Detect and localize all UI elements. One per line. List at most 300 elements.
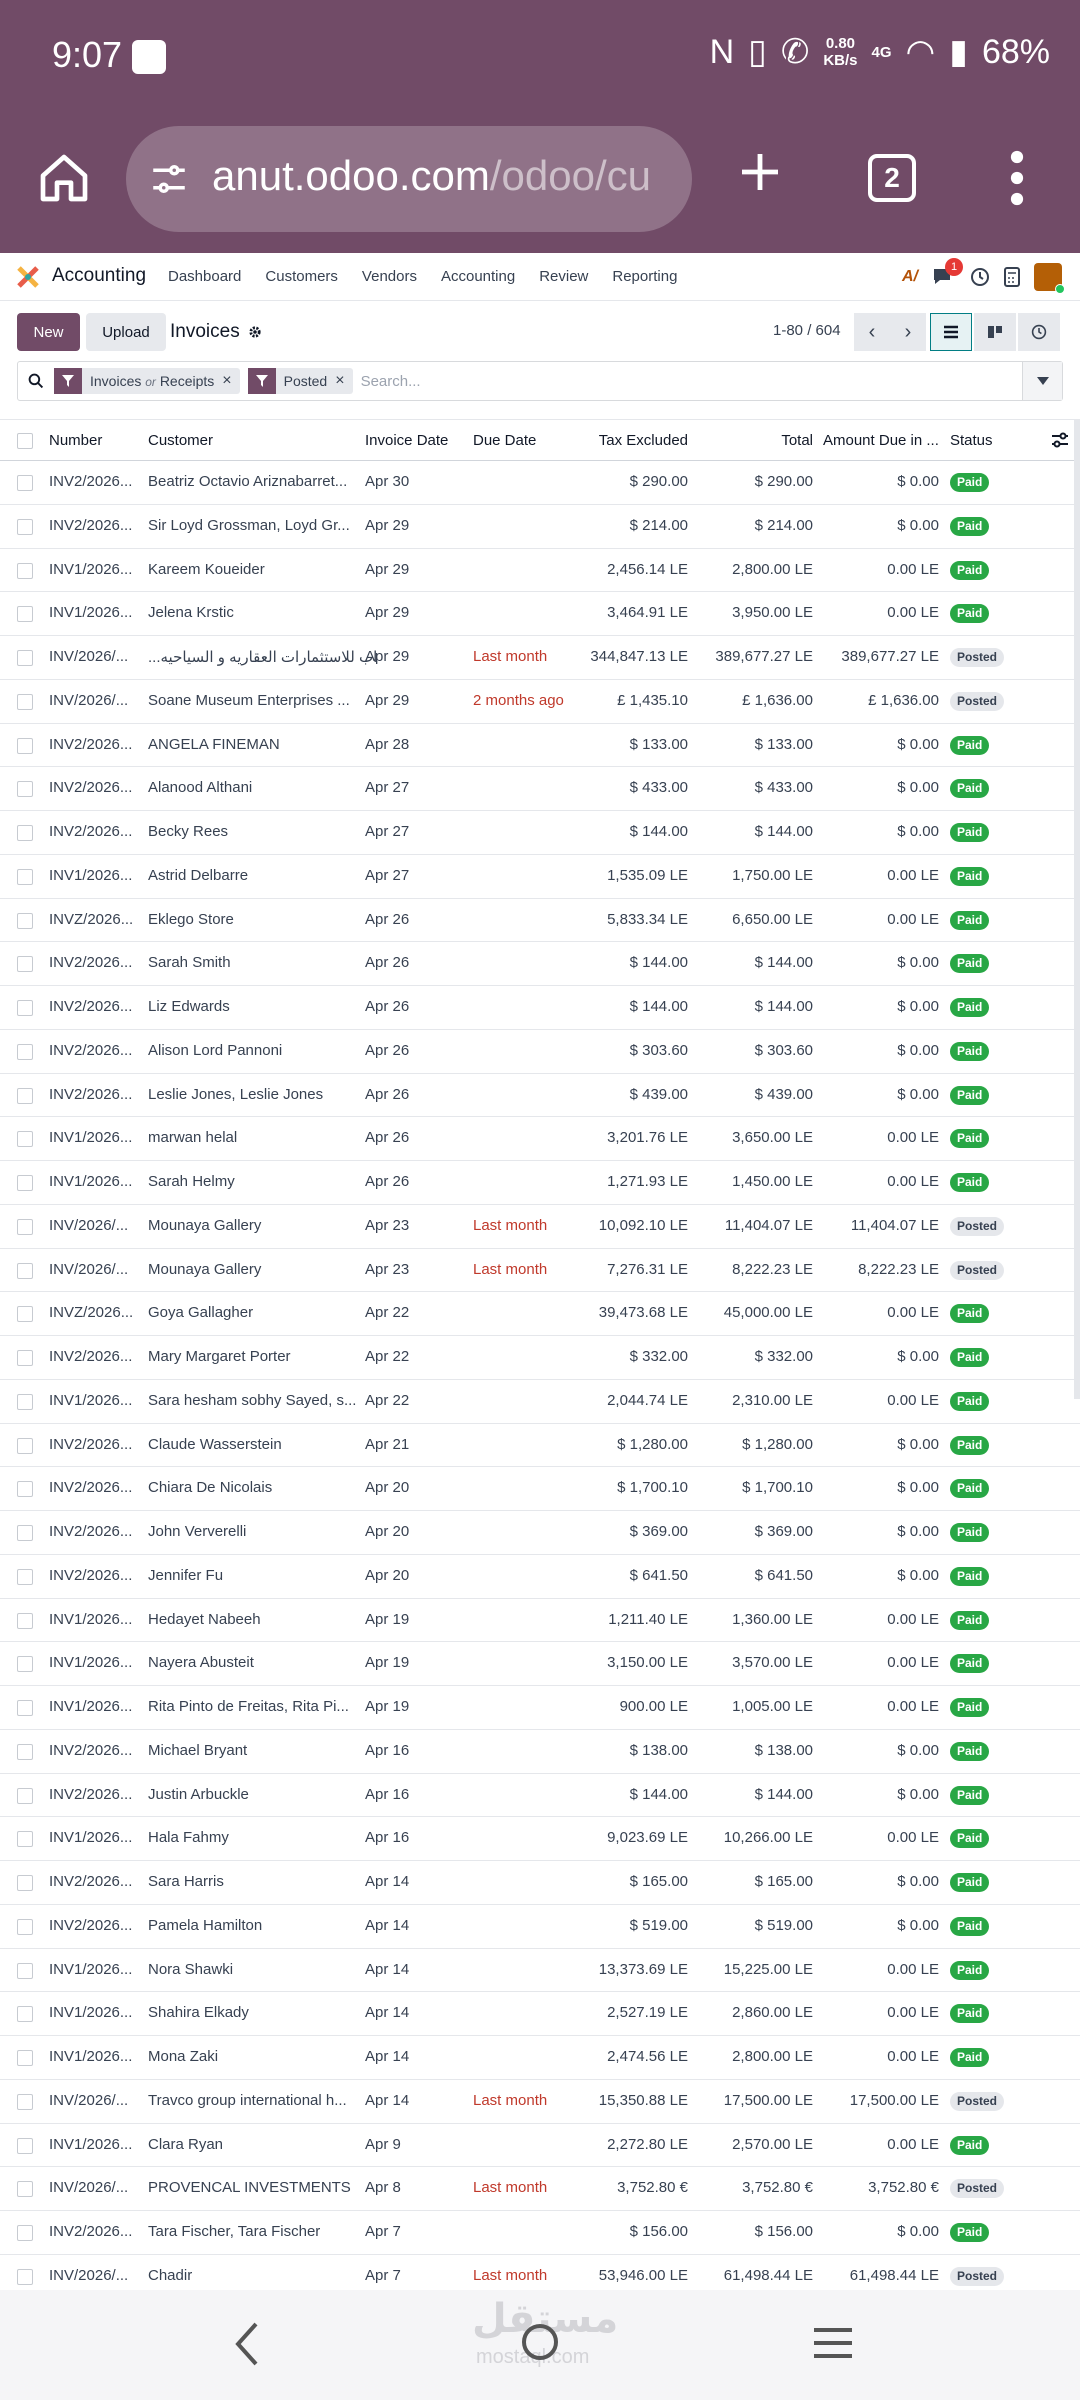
- table-row[interactable]: [0, 1686, 1080, 1730]
- messaging-badge: 1: [945, 258, 963, 276]
- row-checkbox[interactable]: [17, 2094, 33, 2110]
- cell-customer: Shahira Elkady: [148, 2004, 249, 2022]
- cell-number: INV2/2026...: [49, 998, 133, 1015]
- cell-number: INV1/2026...: [49, 1654, 133, 1672]
- table-row[interactable]: [0, 1861, 1080, 1905]
- cell-tax-excluded: $ 369.00: [629, 1523, 688, 1540]
- cell-customer: Astrid Delbarre: [148, 866, 249, 884]
- cell-customer: Hala Fahmy: [148, 1829, 229, 1847]
- row-checkbox[interactable]: [17, 519, 33, 535]
- cell-total: $ 1,700.10: [742, 1479, 813, 1497]
- cell-number: INV2/2026...: [49, 954, 133, 972]
- cell-invoice-date: Apr 14: [365, 2091, 410, 2109]
- row-checkbox[interactable]: [17, 650, 33, 666]
- row-checkbox[interactable]: [17, 563, 33, 579]
- table-row[interactable]: [0, 2124, 1080, 2168]
- pager-value[interactable]: 1-80 / 604: [773, 322, 841, 339]
- cell-amount-due: 0.00 LE: [887, 910, 939, 928]
- cell-amount-due: $ 0.00: [897, 1041, 939, 1059]
- cell-invoice-date: Apr 19: [365, 1610, 410, 1628]
- cell-tax-excluded: 3,201.76 LE: [607, 1129, 688, 1147]
- status-badge: Posted: [950, 2267, 1004, 2286]
- filter-facet-status[interactable]: [248, 368, 353, 394]
- cell-tax-excluded: $ 156.00: [629, 2223, 688, 2240]
- status-badge: Paid: [950, 823, 989, 842]
- cell-due-date: Last month: [473, 2266, 548, 2284]
- cell-number: INV2/2026...: [49, 1348, 133, 1365]
- cell-number: INV1/2026...: [49, 2135, 133, 2153]
- system-nav-bar: [0, 2290, 1080, 2400]
- row-checkbox[interactable]: [17, 956, 33, 972]
- row-checkbox[interactable]: [17, 475, 33, 491]
- row-checkbox[interactable]: [17, 1000, 33, 1016]
- cell-invoice-date: Apr 9: [365, 2135, 401, 2153]
- table-row[interactable]: [0, 1730, 1080, 1774]
- cell-tax-excluded: £ 1,435.10: [617, 691, 688, 709]
- gear-icon[interactable]: [248, 325, 262, 339]
- cell-due-date: Last month: [473, 1260, 548, 1278]
- new-button[interactable]: New: [17, 313, 80, 351]
- cell-invoice-date: Apr 26: [365, 1041, 410, 1059]
- cell-number: INV2/2026...: [49, 1785, 133, 1803]
- cell-amount-due: 0.00 LE: [887, 2004, 939, 2022]
- network-type: 4G: [871, 43, 892, 61]
- row-checkbox[interactable]: [17, 1919, 33, 1935]
- row-checkbox[interactable]: [17, 1700, 33, 1716]
- row-checkbox[interactable]: [17, 1788, 33, 1804]
- cell-number: INV/2026/...: [49, 2091, 129, 2109]
- cell-total: $ 369.00: [754, 1523, 813, 1540]
- cell-customer: Sara Harris: [148, 1873, 224, 1890]
- cell-tax-excluded: $ 214.00: [629, 516, 688, 534]
- cell-number: INV/2026/...: [49, 1260, 129, 1278]
- table-row[interactable]: [0, 1774, 1080, 1818]
- row-checkbox[interactable]: [17, 1306, 33, 1322]
- filter-icon: [54, 368, 82, 394]
- cell-total: $ 156.00: [754, 2223, 813, 2240]
- activity-clock-icon[interactable]: [970, 267, 990, 287]
- cell-total: $ 138.00: [754, 1741, 813, 1759]
- status-badge: Paid: [950, 1348, 989, 1367]
- cell-customer: Pamela Hamilton: [148, 1916, 263, 1934]
- activity-view-button[interactable]: [1018, 313, 1060, 351]
- search-input[interactable]: Search...: [360, 372, 421, 390]
- call-icon: ✆: [780, 33, 810, 71]
- tab-count: 2: [884, 162, 900, 193]
- cell-tax-excluded: $ 332.00: [629, 1348, 688, 1365]
- facet-label: Invoices or Receipts: [90, 373, 215, 389]
- cell-total: $ 1,280.00: [742, 1435, 813, 1453]
- table-row[interactable]: [0, 1511, 1080, 1555]
- cell-invoice-date: Apr 29: [365, 560, 410, 578]
- status-badge: Posted: [950, 1261, 1004, 1280]
- table-row[interactable]: [0, 1249, 1080, 1293]
- messaging-icon[interactable]: [932, 261, 958, 288]
- breadcrumb: [170, 321, 262, 343]
- column-amount-due[interactable]: Amount Due in ...: [823, 432, 939, 449]
- row-checkbox[interactable]: [17, 606, 33, 622]
- status-badge: Paid: [950, 1917, 989, 1936]
- status-badge: Paid: [950, 1786, 989, 1805]
- cell-customer: Claude Wasserstein: [148, 1435, 282, 1453]
- row-checkbox[interactable]: [17, 1394, 33, 1410]
- scrollbar[interactable]: [1074, 419, 1080, 1399]
- row-checkbox[interactable]: [17, 1088, 33, 1104]
- upload-button[interactable]: Upload: [86, 313, 166, 351]
- status-badge: Paid: [950, 2004, 989, 2023]
- cell-total: 15,225.00 LE: [723, 1960, 813, 1978]
- menu-vendors[interactable]: Vendors: [361, 268, 417, 285]
- column-due-date[interactable]: Due Date: [473, 432, 537, 449]
- row-checkbox[interactable]: [17, 913, 33, 929]
- new-tab-icon[interactable]: [736, 148, 784, 196]
- table-row[interactable]: [0, 1380, 1080, 1424]
- cell-total: 1,360.00 LE: [732, 1610, 813, 1628]
- row-checkbox[interactable]: [17, 738, 33, 754]
- cell-amount-due: $ 0.00: [897, 2223, 939, 2240]
- cell-tax-excluded: 15,350.88 LE: [598, 2091, 688, 2109]
- cell-customer: Mona Zaki: [148, 2048, 219, 2065]
- cell-tax-excluded: $ 1,280.00: [617, 1435, 688, 1453]
- table-row[interactable]: [0, 1467, 1080, 1511]
- table-row[interactable]: [0, 899, 1080, 943]
- cell-due-date: Last month: [473, 1216, 548, 1234]
- search-options-toggle[interactable]: [1022, 362, 1062, 400]
- table-row[interactable]: [0, 1905, 1080, 1949]
- cell-amount-due: $ 0.00: [897, 954, 939, 972]
- cell-total: 61,498.44 LE: [723, 2266, 813, 2284]
- cell-amount-due: $ 0.00: [897, 1523, 939, 1540]
- row-checkbox[interactable]: [17, 2006, 33, 2022]
- table-row[interactable]: [0, 2036, 1080, 2080]
- table-row[interactable]: [0, 1992, 1080, 2036]
- cell-amount-due: 0.00 LE: [887, 604, 939, 622]
- cell-total: 389,677.27 LE: [715, 648, 813, 665]
- back-icon[interactable]: [232, 2320, 260, 2368]
- cell-invoice-date: Apr 27: [365, 866, 410, 884]
- menu-accounting[interactable]: Accounting: [440, 268, 516, 285]
- cell-invoice-date: Apr 26: [365, 910, 410, 928]
- app-name[interactable]: Accounting: [52, 265, 147, 286]
- cell-total: $ 144.00: [754, 998, 813, 1015]
- cell-invoice-date: Apr 7: [365, 2266, 401, 2284]
- cell-invoice-date: Apr 27: [365, 779, 410, 797]
- cell-tax-excluded: 3,464.91 LE: [607, 604, 688, 622]
- cell-number: INV2/2026...: [49, 1523, 133, 1540]
- cell-amount-due: 61,498.44 LE: [849, 2266, 939, 2284]
- row-checkbox[interactable]: [17, 1219, 33, 1235]
- row-checkbox[interactable]: [17, 2269, 33, 2285]
- status-badge: Posted: [950, 2179, 1004, 2198]
- row-checkbox[interactable]: [17, 869, 33, 885]
- row-checkbox[interactable]: [17, 1044, 33, 1060]
- cell-number: INV1/2026...: [49, 1129, 133, 1147]
- cell-total: $ 144.00: [754, 954, 813, 972]
- row-checkbox[interactable]: [17, 1831, 33, 1847]
- cell-number: INV1/2026...: [49, 1698, 133, 1715]
- tab-switcher-button[interactable]: [868, 154, 916, 202]
- row-checkbox[interactable]: [17, 1175, 33, 1191]
- table-row[interactable]: [0, 461, 1080, 505]
- cell-tax-excluded: $ 144.00: [629, 823, 688, 840]
- table-row[interactable]: [0, 1030, 1080, 1074]
- cell-invoice-date: Apr 7: [365, 2223, 401, 2240]
- column-total[interactable]: Total: [781, 432, 813, 449]
- status-badge: Paid: [950, 1086, 989, 1105]
- cell-amount-due: 3,752.80 €: [868, 2179, 939, 2197]
- row-checkbox[interactable]: [17, 1131, 33, 1147]
- pager-next-button[interactable]: [890, 313, 926, 351]
- table-row[interactable]: [0, 811, 1080, 855]
- row-checkbox[interactable]: [17, 1263, 33, 1279]
- cell-amount-due: $ 0.00: [897, 516, 939, 534]
- table-row[interactable]: [0, 1074, 1080, 1118]
- app-logo-icon[interactable]: [16, 265, 40, 289]
- menu-review[interactable]: Review: [539, 268, 589, 285]
- cell-customer: ANGELA FINEMAN: [148, 735, 280, 753]
- cell-customer: Hedayet Nabeeh: [148, 1610, 261, 1628]
- cell-customer: Leslie Jones, Leslie Jones: [148, 1085, 324, 1103]
- table-row[interactable]: [0, 724, 1080, 768]
- table-row[interactable]: [0, 680, 1080, 724]
- table-row[interactable]: [0, 2211, 1080, 2255]
- row-checkbox[interactable]: [17, 825, 33, 841]
- menu-customers[interactable]: Customers: [265, 268, 338, 285]
- cell-total: 2,800.00 LE: [732, 2048, 813, 2065]
- cell-total: $ 439.00: [754, 1085, 813, 1103]
- cell-tax-excluded: $ 133.00: [629, 735, 688, 753]
- cell-number: INV2/2026...: [49, 823, 133, 840]
- table-row[interactable]: [0, 1424, 1080, 1468]
- address-bar[interactable]: [126, 126, 692, 232]
- cell-invoice-date: Apr 26: [365, 954, 410, 972]
- table-row[interactable]: [0, 1161, 1080, 1205]
- cell-total: $ 641.50: [754, 1566, 813, 1584]
- cell-tax-excluded: 5,833.34 LE: [607, 910, 688, 928]
- cell-number: INV2/2026...: [49, 1916, 133, 1934]
- column-number[interactable]: Number: [49, 432, 103, 449]
- table-row[interactable]: [0, 1949, 1080, 1993]
- cell-invoice-date: Apr 29: [365, 604, 410, 622]
- table-row[interactable]: [0, 1205, 1080, 1249]
- cell-customer: Nayera Abusteit: [148, 1654, 254, 1672]
- row-checkbox[interactable]: [17, 1569, 33, 1585]
- status-badge: Paid: [950, 604, 989, 623]
- menu-reporting[interactable]: Reporting: [612, 268, 678, 285]
- row-checkbox[interactable]: [17, 1350, 33, 1366]
- status-badge: Paid: [950, 1873, 989, 1892]
- cell-number: INV2/2026...: [49, 1566, 133, 1584]
- table-row[interactable]: [0, 942, 1080, 986]
- cell-tax-excluded: 1,535.09 LE: [607, 866, 688, 884]
- row-checkbox[interactable]: [17, 1525, 33, 1541]
- user-avatar[interactable]: [1034, 263, 1062, 291]
- cell-customer: Rita Pinto de Freitas, Rita Pi...: [148, 1698, 349, 1715]
- cell-tax-excluded: 2,272.80 LE: [607, 2135, 688, 2153]
- cell-amount-due: 0.00 LE: [887, 1829, 939, 1847]
- status-badge: Paid: [950, 736, 989, 755]
- cell-number: INV1/2026...: [49, 2004, 133, 2022]
- cell-number: INVZ/2026...: [49, 1304, 134, 1322]
- row-checkbox[interactable]: [17, 2225, 33, 2241]
- row-checkbox[interactable]: [17, 1963, 33, 1979]
- cell-tax-excluded: $ 138.00: [629, 1741, 688, 1759]
- table-row[interactable]: [0, 2080, 1080, 2124]
- row-checkbox[interactable]: [17, 2050, 33, 2066]
- table-row[interactable]: [0, 855, 1080, 899]
- cell-total: $ 433.00: [754, 779, 813, 797]
- cell-invoice-date: Apr 14: [365, 1873, 410, 1890]
- filter-facet-move-type[interactable]: [54, 368, 240, 394]
- status-badge: Paid: [950, 1654, 989, 1673]
- status-badge: Paid: [950, 1304, 989, 1323]
- cell-customer: Sir Loyd Grossman, Loyd Gr...: [148, 516, 350, 534]
- chevron-right-icon: ›: [904, 320, 912, 343]
- cell-customer: Sarah Helmy: [148, 1173, 235, 1190]
- cell-tax-excluded: 2,527.19 LE: [607, 2004, 688, 2022]
- status-badge: Paid: [950, 2136, 989, 2155]
- search-icon[interactable]: [18, 373, 54, 389]
- browser-chrome: [0, 0, 1080, 253]
- ai-icon[interactable]: A/: [902, 268, 918, 285]
- cell-invoice-date: Apr 16: [365, 1785, 410, 1803]
- cell-customer: Alison Lord Pannoni: [148, 1041, 283, 1059]
- column-status[interactable]: Status: [950, 432, 993, 449]
- row-checkbox[interactable]: [17, 694, 33, 710]
- status-badge: Paid: [950, 954, 989, 973]
- table-row[interactable]: [0, 1599, 1080, 1643]
- cell-amount-due: $ 0.00: [897, 1085, 939, 1103]
- kanban-icon: [987, 325, 1003, 339]
- more-options-icon[interactable]: [1010, 150, 1024, 206]
- status-badge: Paid: [950, 1042, 989, 1061]
- menu-dashboard[interactable]: Dashboard: [168, 268, 242, 285]
- column-tax-excluded[interactable]: Tax Excluded: [598, 432, 688, 449]
- cell-number: INV1/2026...: [49, 1829, 133, 1847]
- cell-total: 6,650.00 LE: [732, 910, 813, 928]
- pager-previous-button[interactable]: [854, 313, 890, 351]
- cell-customer: Jelena Krstic: [148, 604, 234, 622]
- row-checkbox[interactable]: [17, 1656, 33, 1672]
- select-all-checkbox[interactable]: [17, 433, 33, 449]
- list-view-button[interactable]: [930, 313, 972, 351]
- row-checkbox[interactable]: [17, 1875, 33, 1891]
- table-row[interactable]: [0, 1555, 1080, 1599]
- table-row[interactable]: [0, 505, 1080, 549]
- cell-customer: Soane Museum Enterprises ...: [148, 691, 350, 709]
- cell-amount-due: $ 0.00: [897, 1916, 939, 1934]
- column-customer[interactable]: Customer: [148, 432, 214, 449]
- cell-customer: Goya Gallagher: [148, 1304, 254, 1322]
- cell-invoice-date: Apr 20: [365, 1523, 410, 1540]
- cell-tax-excluded: 1,211.40 LE: [608, 1610, 688, 1628]
- page-title: Invoices: [170, 321, 240, 342]
- cell-total: 2,860.00 LE: [732, 2004, 813, 2022]
- cell-number: INV1/2026...: [49, 866, 133, 884]
- site-settings-icon[interactable]: [148, 158, 190, 200]
- table-row[interactable]: [0, 1292, 1080, 1336]
- cell-customer: Clara Ryan: [148, 2135, 224, 2153]
- table-row[interactable]: [0, 767, 1080, 811]
- cell-amount-due: 0.00 LE: [887, 1129, 939, 1147]
- cell-invoice-date: Apr 21: [365, 1435, 410, 1453]
- row-checkbox[interactable]: [17, 1613, 33, 1629]
- recents-icon[interactable]: [812, 2326, 854, 2360]
- cell-amount-due: $ 0.00: [897, 735, 939, 753]
- cell-total: 17,500.00 LE: [723, 2091, 813, 2109]
- cell-customer: marwan helal: [148, 1129, 238, 1147]
- kanban-view-button[interactable]: [974, 313, 1016, 351]
- table-row[interactable]: [0, 1817, 1080, 1861]
- cell-amount-due: $ 0.00: [897, 779, 939, 797]
- cell-number: INV2/2026...: [49, 473, 133, 490]
- cell-tax-excluded: 9,023.69 LE: [607, 1829, 688, 1847]
- home-icon[interactable]: [36, 150, 92, 206]
- cell-customer: Justin Arbuckle: [148, 1785, 249, 1803]
- cell-due-date: 2 months ago: [473, 691, 564, 709]
- table-row[interactable]: [0, 636, 1080, 680]
- cell-invoice-date: Apr 14: [365, 1960, 410, 1978]
- status-badge: Paid: [950, 2048, 989, 2067]
- cell-total: 11,404.07 LE: [724, 1216, 813, 1234]
- cell-number: INV2/2026...: [49, 1435, 133, 1453]
- table-row[interactable]: [0, 592, 1080, 636]
- wifi-icon: ◠: [905, 33, 936, 71]
- row-checkbox[interactable]: [17, 1438, 33, 1454]
- cell-tax-excluded: 10,092.10 LE: [598, 1216, 688, 1234]
- cell-invoice-date: Apr 20: [365, 1479, 410, 1497]
- calculator-icon[interactable]: [1004, 267, 1020, 287]
- row-checkbox[interactable]: [17, 2181, 33, 2197]
- cell-invoice-date: Apr 29: [365, 691, 410, 709]
- search-bar: [17, 361, 1063, 401]
- row-checkbox[interactable]: [17, 781, 33, 797]
- table-row[interactable]: [0, 549, 1080, 593]
- table-row[interactable]: [0, 1336, 1080, 1380]
- browser-toolbar: [0, 120, 1080, 240]
- optional-columns-icon[interactable]: [1051, 432, 1069, 448]
- filter-icon: [248, 368, 276, 394]
- cell-number: INV1/2026...: [49, 604, 133, 622]
- cell-tax-excluded: 2,456.14 LE: [607, 560, 688, 578]
- row-checkbox[interactable]: [17, 1481, 33, 1497]
- list-icon: [943, 325, 959, 339]
- cell-total: $ 144.00: [754, 823, 813, 840]
- cell-amount-due: $ 0.00: [897, 473, 939, 490]
- home-button-icon[interactable]: [520, 2322, 560, 2362]
- table-row[interactable]: [0, 1642, 1080, 1686]
- table-row[interactable]: [0, 986, 1080, 1030]
- cell-total: $ 214.00: [754, 516, 813, 534]
- cell-total: 45,000.00 LE: [723, 1304, 813, 1322]
- cell-number: INVZ/2026...: [49, 910, 134, 928]
- table-row[interactable]: [0, 1117, 1080, 1161]
- cell-invoice-date: Apr 22: [365, 1304, 410, 1322]
- remove-facet-icon[interactable]: ×: [335, 372, 345, 389]
- cell-total: $ 332.00: [754, 1348, 813, 1365]
- table-row[interactable]: [0, 2167, 1080, 2211]
- cell-customer: ...اب للاستثمارات العقاريه و السياحيه: [148, 649, 378, 666]
- status-badge: Paid: [950, 1567, 989, 1586]
- cell-tax-excluded: $ 144.00: [629, 1785, 688, 1803]
- row-checkbox[interactable]: [17, 2138, 33, 2154]
- column-invoice-date[interactable]: Invoice Date: [365, 432, 449, 449]
- cell-number: INV2/2026...: [49, 735, 133, 753]
- cell-due-date: Last month: [473, 2091, 548, 2109]
- control-panel: [0, 305, 1080, 415]
- row-checkbox[interactable]: [17, 1744, 33, 1760]
- remove-facet-icon[interactable]: ×: [222, 372, 232, 389]
